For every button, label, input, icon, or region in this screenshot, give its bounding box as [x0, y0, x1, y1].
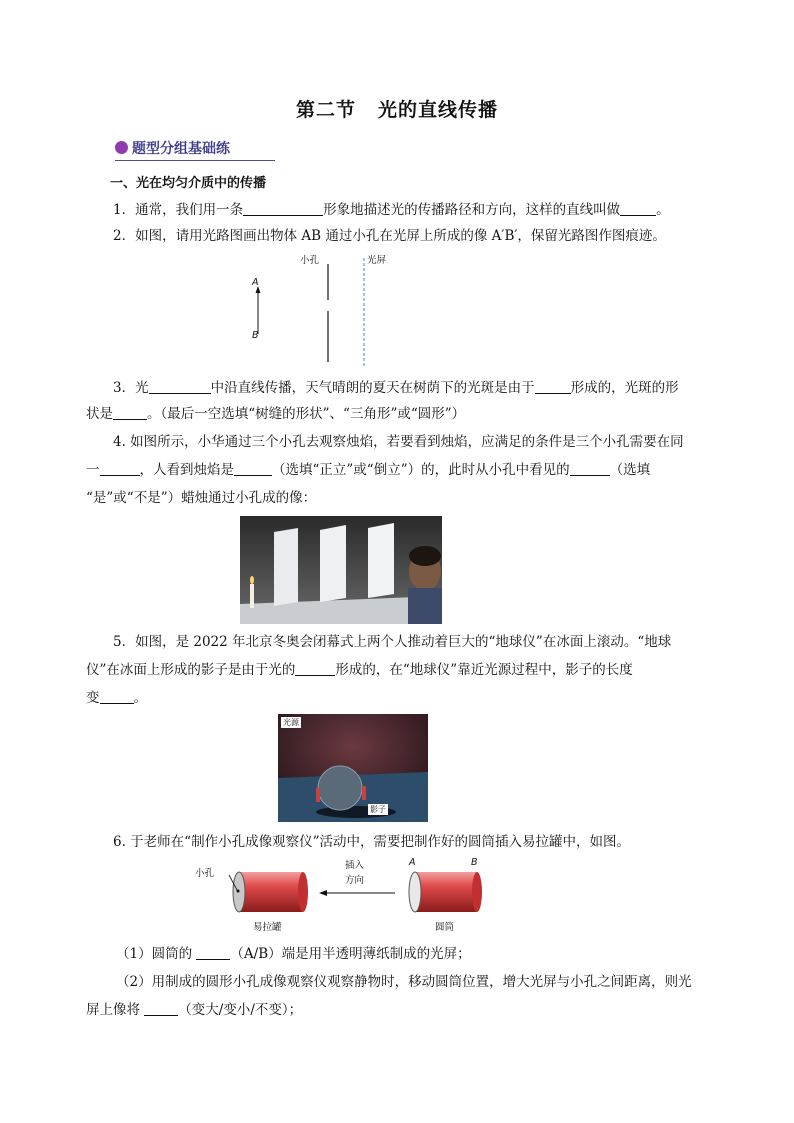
- light-source-label: 光源: [283, 718, 299, 727]
- question-6-1: [116, 940, 716, 968]
- hole-label: 小孔: [195, 868, 215, 879]
- answer-blank[interactable]: [149, 379, 211, 394]
- badge-label: 题型分组基础练: [132, 141, 230, 157]
- screen-label: 光屏: [367, 255, 387, 266]
- answer-blank[interactable]: [620, 201, 656, 216]
- question-5-line1: 5．如图，是 2022 年北京冬奥会闭幕式上两个人推动着巨大的“地球仪”在冰面上滚动。“地球: [113, 634, 672, 650]
- answer-blank[interactable]: [144, 1001, 178, 1016]
- can-tube-diagram: [195, 855, 490, 937]
- answer-blank[interactable]: [100, 689, 134, 704]
- direction-label: 方向: [345, 875, 365, 886]
- answer-blank[interactable]: [570, 461, 610, 476]
- q6-2-text-c: （变大/变小/不变）；: [178, 1002, 303, 1018]
- point-b-label: B: [252, 330, 259, 341]
- q5-text-c: 形成的，在“地球仪”靠近光源过程中，影子的长度: [335, 662, 633, 678]
- candle-photo-svg: [240, 516, 442, 624]
- q4-text-c: ，人看到烛焰是: [139, 462, 234, 478]
- question-4-line3: “是”或“不是”）蜡烛通过小孔成的像：: [86, 490, 317, 506]
- question-3-line2: [86, 400, 716, 428]
- q3-text-b: 中沿直线传播，天气晴朗的夏天在树荫下的光斑是由于: [210, 380, 535, 396]
- question-4-line1: 4. 如图所示，小华通过三个小孔去观察烛焰，若要看到烛焰，应满足的条件是三个小孔需要在同: [113, 434, 684, 450]
- question-6-2-line1: （2）用制成的圆形小孔成像观察仪观察静物时，移动圆筒位置，增大光屏与小孔之间距离，则光: [116, 974, 692, 990]
- section-heading: 一、光在均匀介质中的传播: [110, 176, 267, 191]
- answer-blank[interactable]: [113, 405, 147, 420]
- question-5-line2: [86, 656, 716, 684]
- q3-text-c: 形成的，光斑的形: [570, 380, 679, 396]
- olympic-globe-photo: [278, 714, 428, 822]
- question-5-line3: [86, 684, 716, 712]
- answer-blank[interactable]: [243, 201, 323, 216]
- pinhole-diagram-svg: [240, 250, 390, 370]
- bullet-dot-icon: [115, 141, 128, 154]
- can-label: 易拉罐: [253, 922, 282, 933]
- answer-blank[interactable]: [295, 661, 335, 676]
- q4-text-d: （选填“正立”或“倒立”）的，此时从小孔中看见的: [272, 462, 570, 478]
- answer-blank[interactable]: [234, 461, 272, 476]
- point-a-label: A: [252, 277, 259, 288]
- q1-text-a: 1．通常，我们用一条: [113, 202, 244, 218]
- q1-text-b: 形象地描述光的传播路径和方向，这样的直线叫做: [323, 202, 621, 218]
- end-b-label: B: [471, 857, 478, 868]
- q3-text-d: 状是: [86, 406, 113, 422]
- q5-text-e: 。: [133, 690, 147, 706]
- question-1: [113, 196, 713, 224]
- candle-pinhole-photo: [240, 516, 442, 624]
- answer-blank[interactable]: [535, 379, 571, 394]
- title-section-number: 第二节: [295, 99, 356, 121]
- q3-text-a: 3．光: [113, 380, 149, 396]
- q5-text-d: 变: [86, 690, 100, 706]
- q3-text-e: 。（最后一空选填“树缝的形状”、“三角形”或“圆形”）: [147, 406, 466, 422]
- q6-2-text-b: 屏上像将: [86, 1002, 140, 1018]
- q5-text-b: 仪”在冰面上形成的影子是由于光的: [86, 662, 296, 678]
- end-a-label: A: [409, 857, 416, 868]
- answer-blank[interactable]: [196, 945, 230, 960]
- q1-text-c: 。: [656, 202, 670, 218]
- shadow-label: 影子: [370, 805, 386, 814]
- question-2: 2．如图，请用光路图画出物体 AB 通过小孔在光屏上所成的像 A′B′，保留光路图作图痕迹。: [113, 228, 666, 244]
- globe-photo-svg: [278, 714, 428, 822]
- hole-label: 小孔: [300, 255, 320, 266]
- q6-1-text-b: （A/B）端是用半透明薄纸制成的光屏；: [230, 946, 471, 962]
- question-6: 6. 于老师在“制作小孔成像观察仪”活动中，需要把制作好的圆筒插入易拉罐中，如图。: [113, 834, 630, 850]
- q6-1-text-a: （1）圆筒的: [116, 946, 193, 962]
- question-3-line1: [113, 374, 713, 402]
- answer-blank[interactable]: [100, 461, 140, 476]
- title-text: 光的直线传播: [378, 99, 499, 121]
- pinhole-diagram: [240, 250, 390, 370]
- insert-label: 插入: [345, 860, 365, 871]
- tube-label: 圆筒: [435, 922, 455, 933]
- section-badge: [115, 138, 275, 161]
- question-6-2-line2: [86, 996, 716, 1024]
- page-title: [0, 95, 794, 122]
- q4-text-b: 一: [86, 462, 100, 478]
- q4-text-e: （选填: [609, 462, 651, 478]
- question-4-line2: [86, 456, 716, 484]
